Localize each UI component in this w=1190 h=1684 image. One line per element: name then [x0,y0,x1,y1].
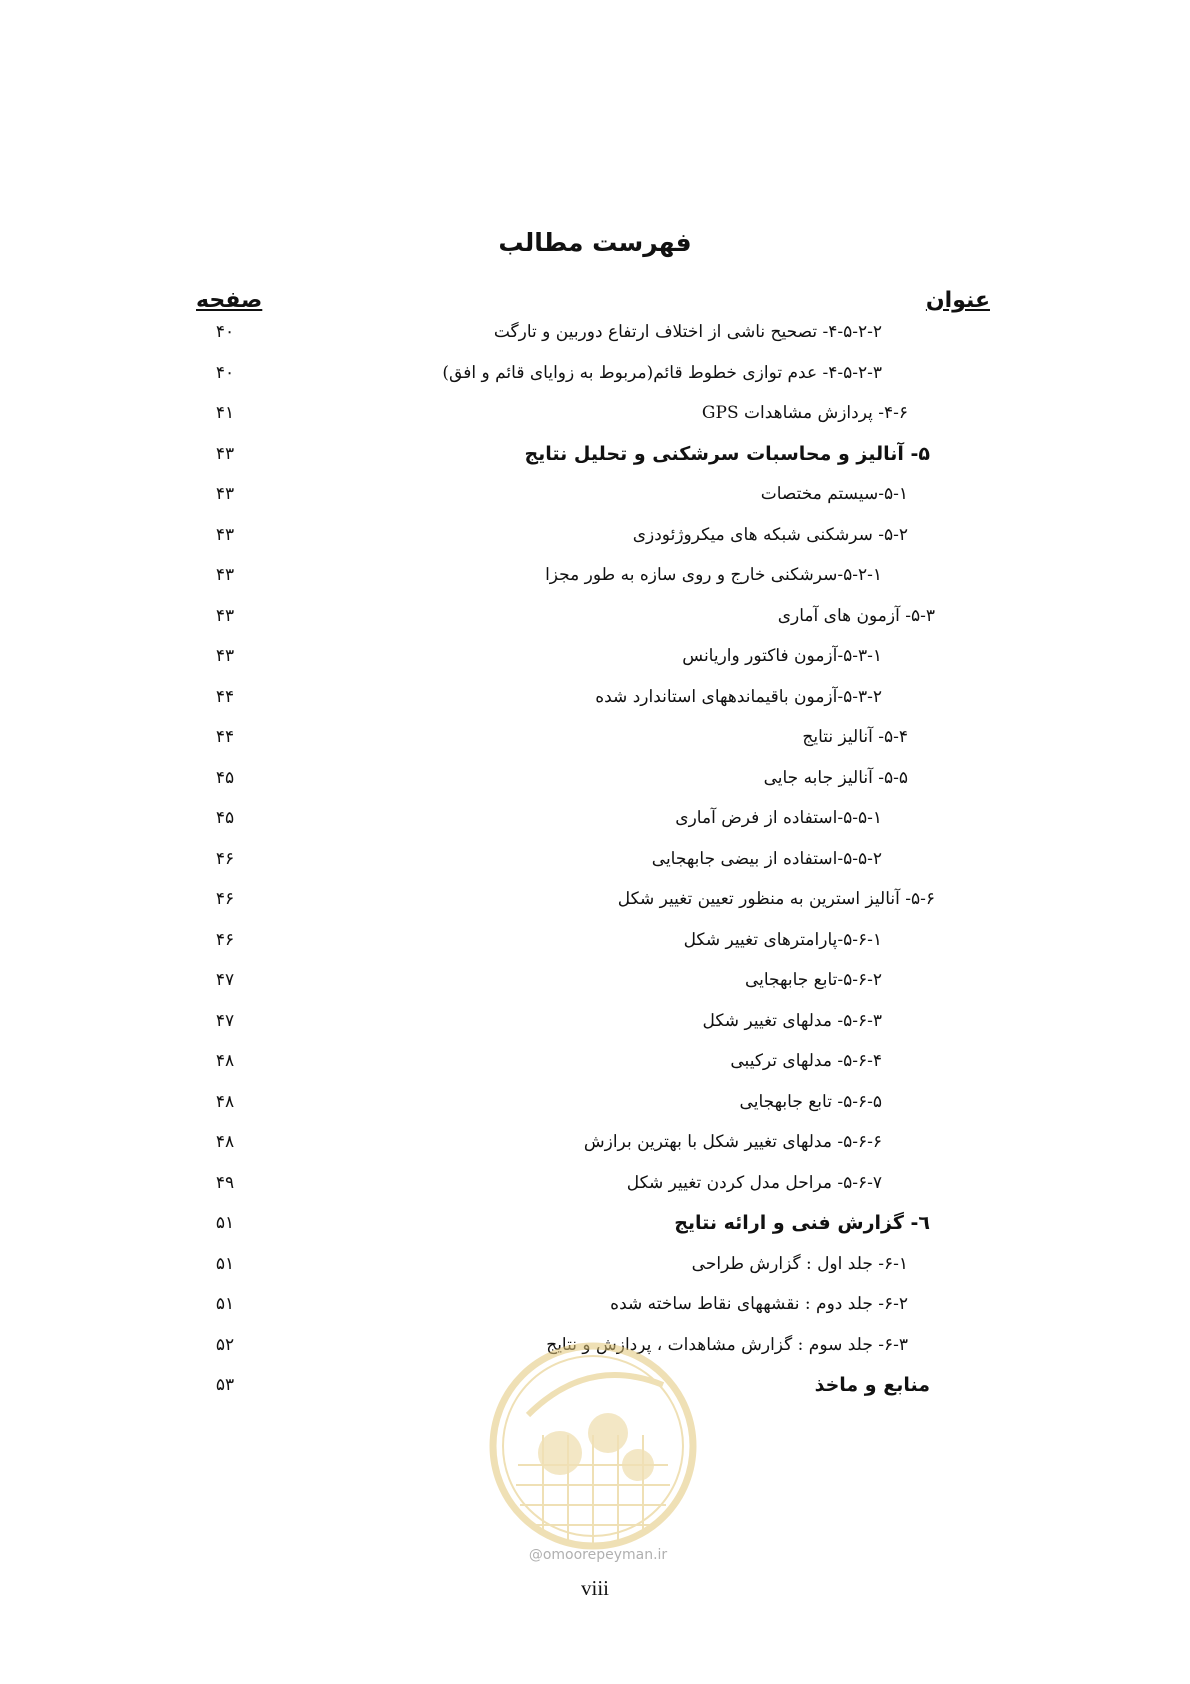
toc-entry-page: ۴۸ [215,1091,235,1112]
toc-entry-title: ۵-۵-۱-استفاده از فرض آماری [675,808,882,828]
toc-row[interactable] [0,1041,1190,1081]
toc-row[interactable] [0,920,1190,960]
toc-entry-title: ۵- آنالیز و محاسبات سرشکنی و تحلیل نتایج [524,442,930,465]
watermark-seal-icon [488,1315,698,1577]
column-header-page: صفحه [196,288,263,313]
toc-entry-page: ۴۰ [215,362,235,383]
toc-entry-page: ۵۳ [215,1375,235,1395]
toc-row[interactable] [0,353,1190,393]
toc-entry-page: ۴۵ [215,767,235,788]
toc-entry-title: منابع و ماخذ [814,1374,930,1396]
toc-entry-page: ۴۱ [215,403,235,423]
toc-entry-title: ۵-۵- آنالیز جابه جایی [763,767,908,788]
toc-row[interactable] [0,474,1190,514]
page-number: viii [580,1576,609,1600]
toc-entry-title: ۶-۳- جلد سوم : گزارش مشاهدات ، پردازش و نتایج [546,1334,908,1355]
toc-entry-page: ۴۸ [215,1132,235,1152]
toc-entry-title: ۵-۶- آنالیز استرین به منظور تعیین تغییر شکل [617,889,935,909]
toc-entry-title: ۵-۶-۲-تابع جابهجایی [744,970,882,990]
toc-entry-page: ۴۰ [215,322,235,342]
toc-entry-page: ۴۴ [215,686,235,707]
toc-entry-title: ۴-۵-۲-۲- تصحیح ناشی از اختلاف ارتفاع دوربین و تارگت [493,322,882,342]
toc-row[interactable] [0,515,1190,555]
toc-entry-title: ۵-۶-۶- مدلهای تغییر شکل با بهترین برازش [583,1132,882,1152]
toc-entry-page: ۵۱ [215,1294,235,1314]
toc-entry-title: ۵-۶-۷- مراحل مدل کردن تغییر شکل [626,1172,882,1193]
toc-entry-title: ۵-۶-۴- مدلهای ترکیبی [730,1051,882,1071]
toc-row[interactable] [0,1244,1190,1284]
toc-row[interactable] [0,677,1190,717]
toc-row[interactable] [0,758,1190,798]
toc-row[interactable] [0,1203,1190,1243]
toc-row[interactable] [0,312,1190,352]
toc-entry-page: ۴۶ [215,889,235,909]
toc-entry-title: ۵-۶-۳- مدلهای تغییر شکل [702,1010,882,1031]
toc-entry-page: ۴۶ [215,929,235,950]
toc-entry-page: ۴۶ [215,848,235,869]
watermark-url: @omoorepeyman.ir [528,1547,668,1563]
toc-entry-page: ۵۲ [215,1334,235,1355]
toc-row[interactable] [0,1163,1190,1203]
toc-entry-page: ۴۹ [215,1172,235,1193]
toc-entry-title: ۵-۱-سیستم مختصات [760,484,908,504]
toc-row[interactable] [0,798,1190,838]
toc-row[interactable] [0,960,1190,1000]
toc-entry-page: ۴۳ [215,565,235,585]
toc-row[interactable] [0,555,1190,595]
toc-entry-page: ۴۳ [215,484,235,504]
toc-row[interactable] [0,1082,1190,1122]
toc-entry-page: ۴۷ [215,970,235,990]
toc-entry-title: ۶-۲- جلد دوم : نقشههای نقاط ساخته شده [610,1294,908,1314]
toc-entry-page: ۴۸ [215,1051,235,1071]
toc-row[interactable] [0,636,1190,676]
toc-entry-title: ۵-۲-۱-سرشکنی خارج و روی سازه به طور مجزا [545,565,882,585]
toc-row[interactable] [0,393,1190,433]
toc-entry-title: ۵-۳-۲-آزمون باقیماندههای استاندارد شده [595,686,882,707]
page-title: فهرست مطالب [498,228,692,257]
toc-entry-title: ۵-۳- آزمون های آماری [777,605,935,626]
toc-entry-page: ۴۳ [215,605,235,626]
toc-row[interactable] [0,1001,1190,1041]
toc-entry-page: ۴۳ [215,524,235,545]
toc-row[interactable] [0,839,1190,879]
toc-row[interactable] [0,596,1190,636]
toc-row[interactable] [0,717,1190,757]
toc-entry-title: ۶-۱- جلد اول : گزارش طراحی [691,1253,908,1274]
toc-entry-page: ۵۱ [215,1253,235,1274]
toc-entry-page: ۴۴ [215,727,235,747]
toc-row[interactable] [0,879,1190,919]
toc-entry-title: ۵-۳-۱-آزمون فاکتور واریانس [682,646,882,666]
toc-row[interactable] [0,434,1190,474]
toc-entry-title: ۵-۵-۲-استفاده از بیضی جابهجایی [651,848,882,869]
toc-entry-page: ۴۷ [215,1010,235,1031]
toc-entry-page: ۵۱ [215,1213,235,1233]
toc-entry-title: ۴-۶- پردازش مشاهدات GPS [701,403,908,423]
toc-entry-title: ٦- گزارش فنی و ارائه نتایج [674,1212,930,1234]
toc-row[interactable] [0,1122,1190,1162]
column-header-title: عنوان [925,288,990,313]
toc-entry-title: ۵-۴- آنالیز نتایج [802,727,908,747]
toc-entry-title: ۵-۲- سرشکنی شبکه های میکروژئودزی [632,524,908,545]
toc-entry-page: ۴۵ [215,808,235,828]
toc-entry-page: ۴۳ [215,443,235,464]
toc-entry-title: ۴-۵-۲-۳- عدم توازی خطوط قائم(مربوط به زوایای قائم و افق) [442,362,882,383]
toc-entry-title: ۵-۶-۵- تابع جابهجایی [739,1091,882,1112]
toc-entry-title: ۵-۶-۱-پارامترهای تغییر شکل [683,929,882,950]
toc-entry-page: ۴۳ [215,646,235,666]
